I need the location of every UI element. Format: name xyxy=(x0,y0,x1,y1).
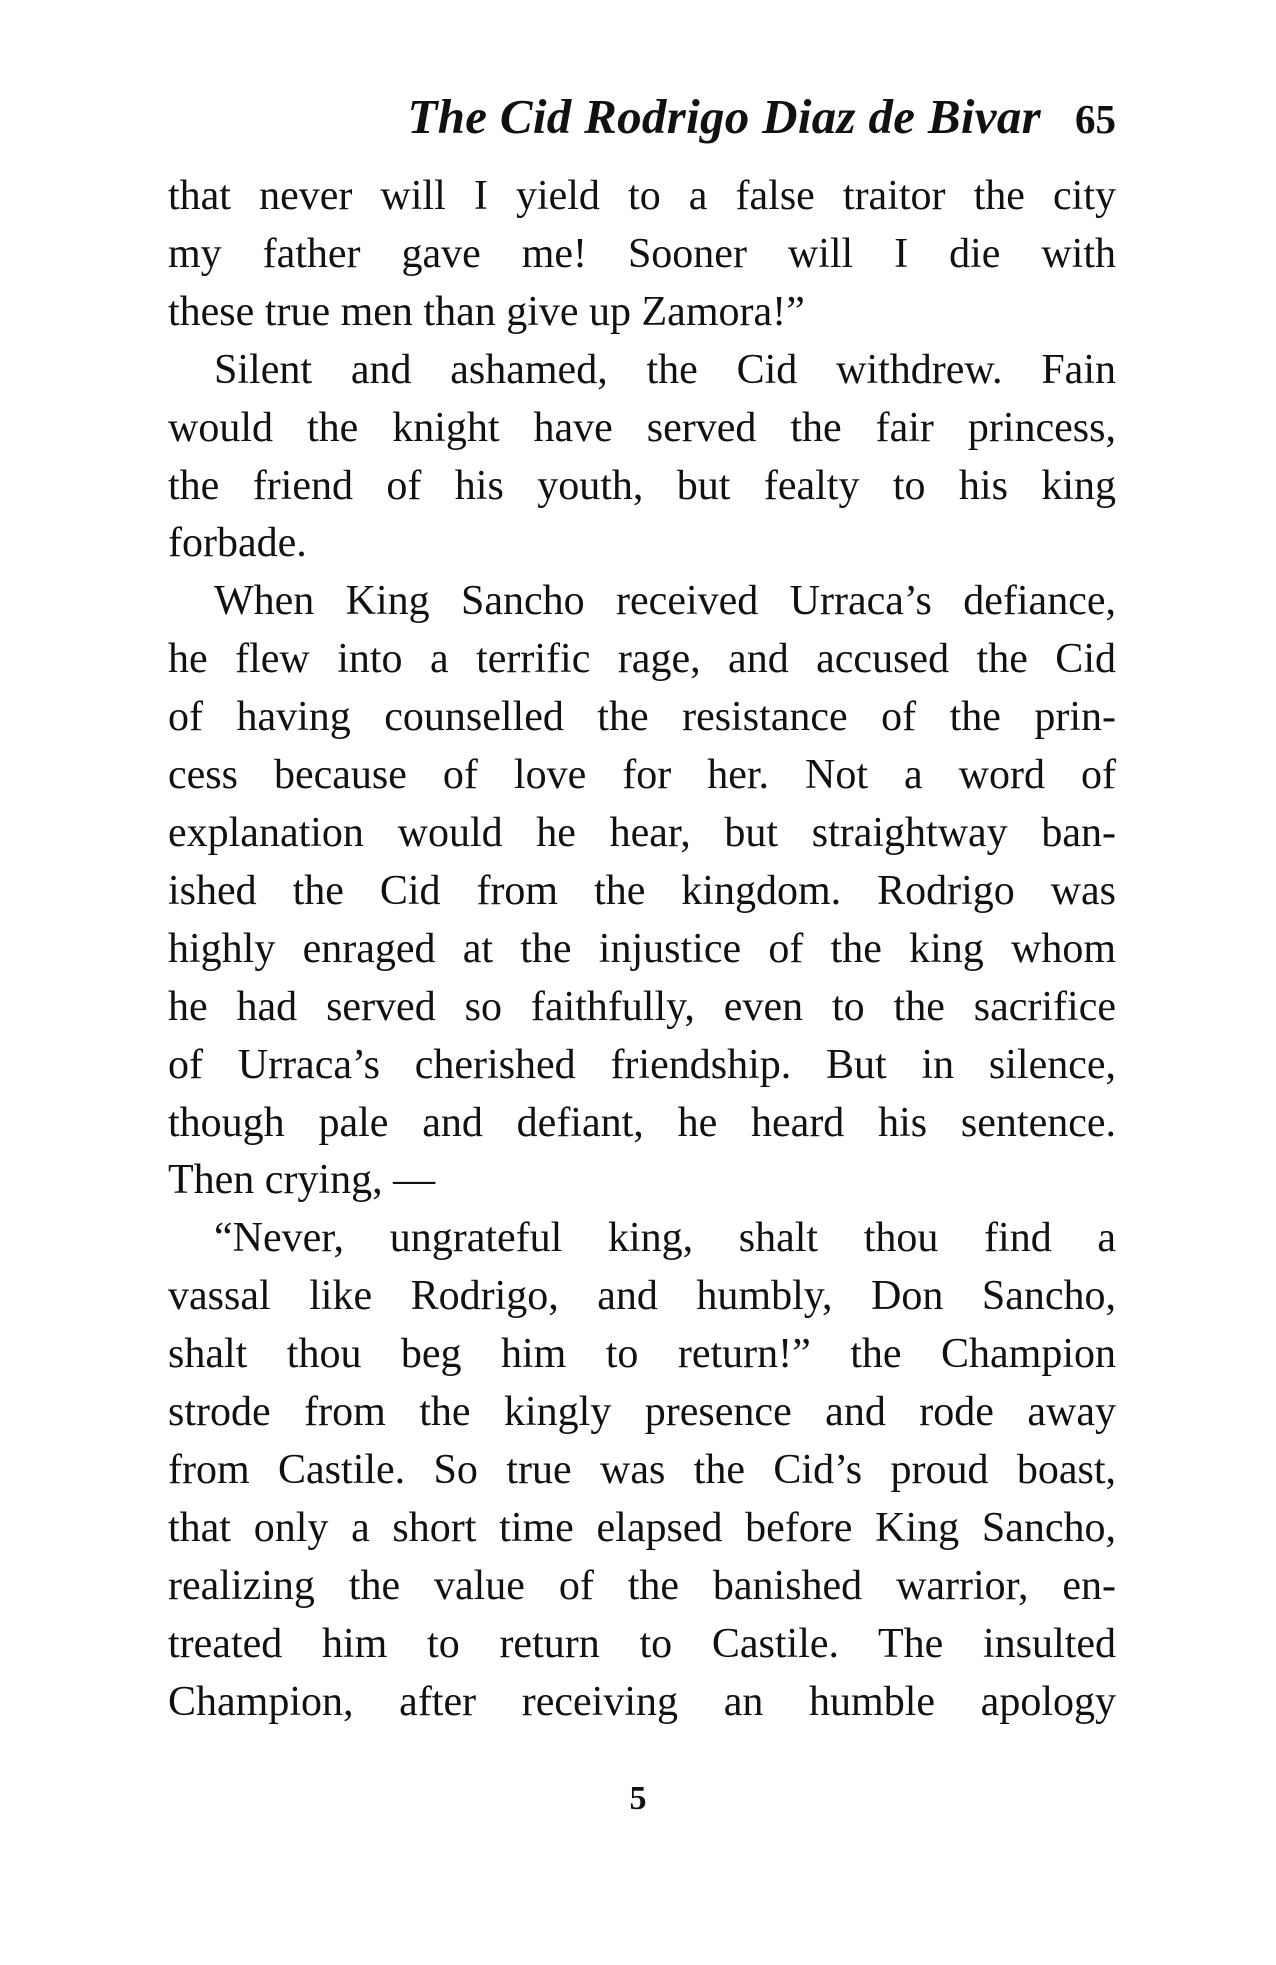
text-line: that only a short time elapsed before King Sancho, xyxy=(168,1504,1116,1551)
text-line: of having counselled the resistance of the prin- xyxy=(168,694,1116,741)
text-line: these true men than give up Zamora!” xyxy=(168,288,805,335)
text-line: ished the Cid from the kingdom. Rodrigo was xyxy=(168,867,1116,914)
text-line: that never will I yield to a false traitor the city xyxy=(168,173,1116,219)
paragraph-continued xyxy=(168,168,1116,342)
text-line: “Never, ungrateful king, shalt thou find a xyxy=(214,1215,1116,1262)
text-line: When King Sancho received Urraca’s defiance, xyxy=(214,578,1116,625)
paragraph xyxy=(168,1210,1116,1731)
paragraph xyxy=(168,342,1116,574)
running-head xyxy=(168,88,1116,158)
text-line: vassal like Rodrigo, and humbly, Don Sancho, xyxy=(168,1273,1116,1320)
text-line: the friend of his youth, but fealty to his king xyxy=(168,462,1116,509)
text-line: forbade. xyxy=(168,520,307,567)
page-number: 65 xyxy=(1075,96,1116,142)
text-line: Champion, after receiving an humble apology xyxy=(168,1678,1116,1725)
text-line: would the knight have served the fair princess, xyxy=(168,404,1116,451)
text-line: he had served so faithfully, even to the sacrifice xyxy=(168,983,1116,1030)
text-line: realizing the value of the banished warrior, en- xyxy=(168,1562,1116,1609)
text-line: from Castile. So true was the Cid’s proud boast, xyxy=(168,1446,1116,1493)
body-text xyxy=(168,168,1116,1731)
running-title: The Cid Rodrigo Diaz de Bivar xyxy=(407,89,1041,144)
text-line: Then crying, — xyxy=(168,1157,436,1204)
signature-mark: 5 xyxy=(629,1780,647,1817)
text-line: shalt thou beg him to return!” the Champion xyxy=(168,1331,1116,1378)
text-line: my father gave me! Sooner will I die with xyxy=(168,230,1116,277)
book-page xyxy=(168,88,1116,1731)
text-line: treated him to return to Castile. The insulted xyxy=(168,1620,1116,1667)
text-line: of Urraca’s cherished friendship. But in silence, xyxy=(168,1041,1116,1088)
text-line: he flew into a terrific rage, and accused the Cid xyxy=(168,636,1116,683)
text-line: though pale and defiant, he heard his sentence. xyxy=(168,1099,1116,1146)
text-line: Silent and ashamed, the Cid withdrew. Fain xyxy=(214,346,1116,393)
text-line: explanation would he hear, but straightway ban- xyxy=(168,809,1116,856)
text-line: highly enraged at the injustice of the king whom xyxy=(168,925,1116,972)
text-line: cess because of love for her. Not a word of xyxy=(168,752,1116,799)
paragraph xyxy=(168,573,1116,1210)
text-line: strode from the kingly presence and rode away xyxy=(168,1389,1116,1436)
